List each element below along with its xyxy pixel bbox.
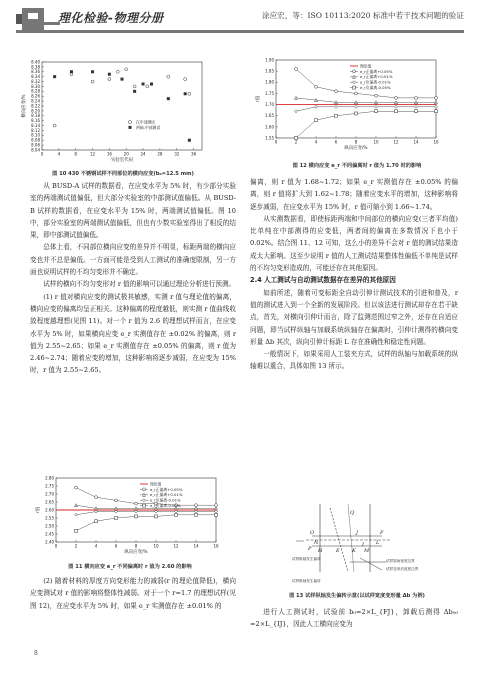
right-text-column-bottom xyxy=(250,606,458,631)
fig11-point-s1 xyxy=(115,499,118,502)
right-paragraph-5: 进行人工测试时，试验前 b₀=2×L_{FJ}，卸载后测得 Δb₀₀ =2×L_{IJ}，因此人工横向应变为 xyxy=(250,608,458,629)
fig10-ytick-label: 8.08 xyxy=(31,137,40,143)
fig12-point-s4 xyxy=(415,110,418,113)
fig11-point-s4 xyxy=(75,529,78,532)
fig12-ytick-label: 1.60 xyxy=(265,124,274,130)
fig12-point-s1 xyxy=(295,67,298,70)
fig10-ytick-label: 8.22 xyxy=(31,103,40,109)
fig11-point-s4 xyxy=(195,513,198,516)
fig10-point-s0 xyxy=(188,92,191,95)
legend-left-edge: 试样纵轴发生偏转 xyxy=(292,579,321,583)
fig10-point-s0 xyxy=(53,124,56,127)
figure-12-caption: 图 12 横向应变 e_r 不同偏离时 r 值为 1.70 时的影响 xyxy=(292,163,422,169)
fig11-ytick-label: 2.50 xyxy=(45,523,54,529)
fig12-point-s1 xyxy=(395,96,398,99)
figure-11-svg xyxy=(30,474,230,560)
fig12-xtick-label: 10 xyxy=(373,139,379,145)
fig12-point-s3 xyxy=(295,110,298,113)
label-o: O xyxy=(310,530,315,536)
fig11-xtick-label: 14 xyxy=(193,543,199,549)
fig10-ytick-label: 8.24 xyxy=(31,98,40,104)
fig12-xtick-label: 0 xyxy=(274,139,278,145)
left-paragraph-2: 总体上看，不同部位横向应变的差异并不明显，标距两端的横向应变也并不总是偏低。一方面可能是受到人工测试的准确度限制，另一方面也说明试样的不均匀变形并不确定。 xyxy=(30,243,236,277)
fig10-ylabel: 横向应变/% xyxy=(22,94,27,118)
fig12-xlabel: 纵向应变/% xyxy=(344,146,368,151)
label-k: K xyxy=(352,548,356,554)
fig10-ytick-label: 8.10 xyxy=(31,132,40,138)
fig10-point-s1 xyxy=(133,90,136,93)
section-heading-2-4: 2.4 人工测试与自动测试数据存在差异的其他原因 xyxy=(250,276,396,285)
fig10-point-s1 xyxy=(142,83,145,86)
fig12-legend-label: e_r负偏离-0.01% xyxy=(360,79,391,85)
left-paragraph-5: (2) 随着材料的厚度方向变形能力的减弱(r 的理论值降低)，横向应变测试对 r 值的影响将整体性减弱。对于一个 r=1.7 的理想试样(见图 12)，在应变水平为 5% 时，如果 e_r 实测值存在 ±0.01% 的 xyxy=(30,577,236,610)
fig12-ytick-label: 1.80 xyxy=(265,79,274,85)
figure-12-svg xyxy=(250,56,464,158)
fig10-point-s0 xyxy=(116,70,119,73)
fig12-ytick-label: 1.75 xyxy=(265,90,274,96)
fig10-xtick-label: 24 xyxy=(140,151,146,157)
fig12-legend-label: e_r正偏离+0.01% xyxy=(360,74,393,80)
fig10-xlabel: 实验室代码 xyxy=(111,158,133,163)
label-n: N xyxy=(314,540,319,546)
journal-name: 理化检验-物理分册 xyxy=(58,11,164,25)
fig11-point-s1 xyxy=(215,504,218,507)
label-e: E xyxy=(336,548,340,554)
fig12-ytick-label: 1.65 xyxy=(265,113,274,119)
fig10-ytick-label: 8.36 xyxy=(31,69,40,75)
fig11-point-s4 xyxy=(95,520,98,523)
fig12-point-s3 xyxy=(375,105,378,108)
fig10-point-s1 xyxy=(167,97,170,100)
label-i: I xyxy=(362,542,364,548)
fig10-plot-frame xyxy=(42,62,202,150)
fig12-legend-marker xyxy=(353,70,356,73)
fig12-point-s1 xyxy=(335,90,338,93)
fig10-ytick-label: 8.12 xyxy=(31,127,40,133)
fig10-xtick-label: 8 xyxy=(74,151,77,157)
fig10-ytick-label: 8.32 xyxy=(31,78,40,84)
fig12-point-s4 xyxy=(335,114,338,117)
fig11-point-s1 xyxy=(135,502,138,505)
fig11-legend-label: e_r负偏离-0.05% xyxy=(150,503,181,508)
figure-12-chart xyxy=(250,56,464,158)
fig11-ytick-label: 2.80 xyxy=(45,475,54,481)
fig12-point-s1 xyxy=(315,85,318,88)
fig12-point-s4 xyxy=(295,137,298,140)
left-text-column-bottom xyxy=(30,575,236,612)
left-paragraph-1: 从 BUSD-A 试样的数据看，在应变水平为 5% 时，有少部分实验室的两端测试值偏低，但大部分实验室的中部测试值偏低。从 BUSD-B 试样的数据看，在应变水平为 15% 时，两端测试值偏低。图 10 中，部分实验室的两端测试值偏低，但也有少数实验室得出了相反的结果，即中部测试值偏低。 xyxy=(30,182,236,240)
running-head: 涂应宏，等：ISO 10113:2020 标准中若干技术问题的验证 xyxy=(262,11,464,20)
legend-original-edge: 试样原始宽度边界 xyxy=(386,559,415,563)
fig10-xtick-label: 4 xyxy=(57,151,61,157)
fig10-xtick-label: 32 xyxy=(174,151,180,157)
figure-13-svg xyxy=(290,500,434,586)
fig10-xtick-label: 28 xyxy=(157,151,163,157)
fig10-point-s0 xyxy=(167,75,170,78)
fig12-legend-label: e_r正偏离+0.05% xyxy=(360,68,393,74)
fig11-legend-label: 理论值 xyxy=(150,481,162,487)
fig11-point-s1 xyxy=(75,486,78,489)
fig10-point-s1 xyxy=(108,73,111,76)
fig12-point-s3 xyxy=(355,105,358,108)
fig10-xtick-label: 20 xyxy=(123,151,129,157)
fig10-point-s0 xyxy=(146,85,149,88)
fig12-legend-label: e_r负偏离-0.05% xyxy=(360,85,391,90)
fig12-point-s1 xyxy=(415,96,418,99)
fig12-xtick-label: 8 xyxy=(354,139,358,145)
fig10-point-s0 xyxy=(125,68,128,71)
fig11-xtick-label: 10 xyxy=(153,543,159,549)
fig10-xtick-label: 12 xyxy=(89,151,96,157)
fig12-legend-marker xyxy=(353,86,356,89)
fig12-ytick-label: 1.90 xyxy=(265,57,274,63)
fig10-point-s1 xyxy=(188,139,191,142)
fig11-point-s4 xyxy=(155,515,158,518)
fig12-point-s3 xyxy=(315,105,318,108)
figure-10-chart xyxy=(16,56,230,168)
fig10-xtick-label: 0 xyxy=(40,151,44,157)
fig11-point-s1 xyxy=(195,504,198,507)
fig12-point-s1 xyxy=(375,94,378,97)
fig10-xtick-label: 16 xyxy=(106,151,112,157)
fig10-point-s1 xyxy=(91,70,94,73)
fig11-legend-marker xyxy=(143,488,146,491)
page-header xyxy=(0,0,480,42)
fig11-point-s4 xyxy=(115,517,118,520)
fig12-xtick-label: 14 xyxy=(413,139,419,145)
fig12-ytick-label: 1.85 xyxy=(265,68,274,74)
header-rule xyxy=(16,30,464,33)
label-f: F xyxy=(380,530,384,536)
fig12-point-s1 xyxy=(435,96,438,99)
fig10-ytick-label: 8.14 xyxy=(31,122,40,128)
fig11-ytick-label: 2.65 xyxy=(45,499,54,505)
fig11-point-s4 xyxy=(135,515,138,518)
fig11-point-s3 xyxy=(195,510,198,513)
figure-13-diagram xyxy=(290,500,434,586)
fig12-point-s1 xyxy=(355,92,358,95)
fig11-legend-marker xyxy=(143,504,146,507)
fig12-xtick-label: 4 xyxy=(314,139,318,145)
legend-deflected: 试样纵轴发生偏转 xyxy=(292,557,321,561)
label-l: L xyxy=(376,540,380,546)
fig12-xtick-label: 12 xyxy=(393,139,399,145)
label-h: H xyxy=(318,548,323,554)
fig12-point-s3 xyxy=(395,105,398,108)
fig12-point-s3 xyxy=(415,105,418,108)
fig11-point-s3 xyxy=(135,510,138,513)
right-paragraph-2: 从实测数据看，即使标距两端和中间部位的横向应变(三者平均值)比单纯在中部测得的应变低，两者间的偏离在多数情况下也小于 0.02%。结合图 11、12 可知，这么小的差异不会对 r 值的测试结果造成太大影响。这至少说明 r 值的人工测试结果整体性偏低不单纯是试样的不均匀变形造成的，可能还存在其他原因。 xyxy=(250,214,458,273)
figure-10-caption: 图 10 430 不锈钢试样不同部位的横向应变(b₀=12.5 mm) xyxy=(52,171,194,177)
fig11-ytick-label: 2.60 xyxy=(45,507,54,513)
fig12-legend-label: 理论值 xyxy=(360,63,372,69)
fig12-point-s4 xyxy=(395,110,398,113)
legend-deformed-edge: 试样变形后宽度边界 xyxy=(386,567,419,571)
fig12-xtick-label: 16 xyxy=(433,139,439,145)
fig11-ylabel: r值 xyxy=(36,506,41,514)
fig10-point-s0 xyxy=(108,78,111,81)
fig11-point-s3 xyxy=(155,510,158,513)
fig12-legend-marker xyxy=(353,81,356,84)
fig11-xtick-label: 0 xyxy=(54,543,58,549)
label-m: M xyxy=(364,548,370,554)
fig12-point-s4 xyxy=(435,110,438,113)
label-q: Q xyxy=(350,510,355,516)
fig12-point-s3 xyxy=(335,105,338,108)
fig10-point-s1 xyxy=(121,78,124,81)
fig12-xtick-label: 6 xyxy=(334,139,338,145)
fig12-plot-frame xyxy=(276,60,436,138)
fig10-ytick-label: 8.20 xyxy=(31,108,40,114)
fig10-legend-label: 两端-中部测试 xyxy=(136,124,161,130)
fig11-xtick-label: 2 xyxy=(74,543,78,549)
fig11-point-s3 xyxy=(175,510,178,513)
fig10-ytick-label: 8.34 xyxy=(31,74,40,80)
figure-13-caption: 图 13 试样纵轴发生偏转示意(以试样宽度变形量 Δb 为例) xyxy=(289,593,425,599)
fig10-legend-marker xyxy=(129,126,132,129)
fig10-ytick-label: 8.26 xyxy=(31,93,40,99)
fig11-point-s4 xyxy=(175,513,178,516)
fig11-point-s1 xyxy=(95,496,98,499)
journal-logo-icon xyxy=(16,8,60,30)
fig11-xtick-label: 4 xyxy=(94,543,98,549)
fig11-legend-label: e_r正偏离+0.01% xyxy=(150,492,183,498)
fig10-xtick-label: 36 xyxy=(191,151,197,157)
fig11-xtick-label: 8 xyxy=(134,543,138,549)
fig11-legend-marker xyxy=(143,499,146,502)
left-paragraph-4: (1) r 值对横向应变的测试极其敏感，实测 r 值与理论值的偏离，横向应变的偏离均呈正相关。这种偏离的程度越低，则实测 r 值曲线收敛程度越理想(见图 11)。对一个 r 值为 2.6 的理想试样而言，在应变水平为 5% 时，如果横向应变 e_r 实测值存在 ±0.02% 的偏离，则 r 值为 2.55~2.65；如果 e_r 实测值存在 ±0.05% 的偏离，则 r 值为 2.46~2.74；随着应变的增加，这种影响将逐步减弱，在应变为 15% 时，r 值为 2.55~2.65。 xyxy=(30,292,236,375)
fig10-legend-label: 仅中部测试 xyxy=(136,119,155,125)
figure-10-svg xyxy=(16,56,230,168)
fig11-xtick-label: 6 xyxy=(114,543,118,549)
fig10-ytick-label: 8.30 xyxy=(31,83,40,89)
fig11-xtick-label: 12 xyxy=(173,543,179,549)
fig12-point-s3 xyxy=(435,105,438,108)
fig10-ytick-label: 8.06 xyxy=(31,142,40,148)
fig12-ytick-label: 1.55 xyxy=(265,135,274,141)
fig11-point-s3 xyxy=(215,510,218,513)
fig10-legend-marker xyxy=(129,121,132,124)
fig11-xlabel: 纵向应变/% xyxy=(124,550,148,555)
fig10-point-s1 xyxy=(53,75,56,78)
fig12-point-s4 xyxy=(315,119,318,122)
fig10-point-s0 xyxy=(184,78,187,81)
fig12-ylabel: r值 xyxy=(256,95,261,103)
fig10-ytick-label: 8.38 xyxy=(31,64,40,70)
fig10-point-s1 xyxy=(70,70,73,73)
fig11-ytick-label: 2.45 xyxy=(45,531,54,537)
fig11-ytick-label: 2.55 xyxy=(45,515,54,521)
fig11-point-s3 xyxy=(115,510,118,513)
fig11-ytick-label: 2.70 xyxy=(45,491,54,497)
left-text-column xyxy=(30,180,236,377)
fig11-xtick-label: 16 xyxy=(213,543,219,549)
fig12-point-s4 xyxy=(375,110,378,113)
fig12-series-line-4 xyxy=(296,111,436,138)
right-paragraph-3: 如前所述，随着可变标距全自动引伸计测试技术的引进和普及，r 值的测试进入到一个全新的发展阶段。但以该法进行测试却存在若干缺点，首先，对横向引伸计而言，除了监测范围过窄之外，还存在自适应问题，即当试样纵轴与加载系统纵轴存在偏离时，引伸计测得的横向变形量 Δb 其次，纵向引伸计标距 L 存在准确性和稳定性问题。 xyxy=(250,288,458,346)
fig12-ytick-label: 1.70 xyxy=(265,101,274,107)
fig10-ytick-label: 8.16 xyxy=(31,118,40,124)
fig11-ytick-label: 2.40 xyxy=(45,539,54,545)
label-p: P xyxy=(308,546,312,552)
fig11-point-s3 xyxy=(75,513,78,516)
fig11-legend-label: e_r负偏离-0.01% xyxy=(150,497,181,503)
page-number: 8 xyxy=(34,650,38,657)
fig10-point-s0 xyxy=(91,80,94,83)
left-paragraph-3: 试样的横向不均匀变形对 r 值的影响可以通过理论分析进行预测。 xyxy=(43,280,236,289)
fig12-xtick-label: 2 xyxy=(294,139,298,145)
fig10-ytick-label: 8.18 xyxy=(31,113,40,119)
fig10-ytick-label: 8.04 xyxy=(31,147,40,153)
fig10-point-s0 xyxy=(133,85,136,88)
fig10-point-s1 xyxy=(184,92,187,95)
label-j: J xyxy=(356,530,359,536)
fig12-point-s4 xyxy=(355,112,358,115)
figure-11-chart xyxy=(30,474,230,560)
fig10-point-s1 xyxy=(150,83,153,86)
fig11-ytick-label: 2.75 xyxy=(45,483,54,489)
fig11-point-s3 xyxy=(95,510,98,513)
right-paragraph-4: 一般情况下，如果采用人工装夹方式，试样的纵轴与加载系统的纵轴难以重合，具体如图 13 所示。 xyxy=(250,350,458,371)
right-text-column xyxy=(250,176,458,373)
right-paragraph-1: 偏离，则 r 值为 1.68~1.72；如果 e_r 实测值存在 ±0.05% 的偏离，则 r 值将扩大到 1.62~1.78；随着应变水平的增加，这种影响将逐步减弱，在应变水平为 15% 时，r 值可缩小到 1.66~1.74。 xyxy=(250,178,458,211)
fig11-legend-label: e_r正偏离+0.05% xyxy=(150,486,183,492)
fig10-ytick-label: 8.40 xyxy=(31,59,40,65)
figure-11-caption: 图 11 横向应变 e_r 不同偏离时 r 值为 2.60 的影响 xyxy=(68,564,192,570)
fig10-ytick-label: 8.28 xyxy=(31,88,40,94)
fig11-point-s4 xyxy=(215,513,218,516)
